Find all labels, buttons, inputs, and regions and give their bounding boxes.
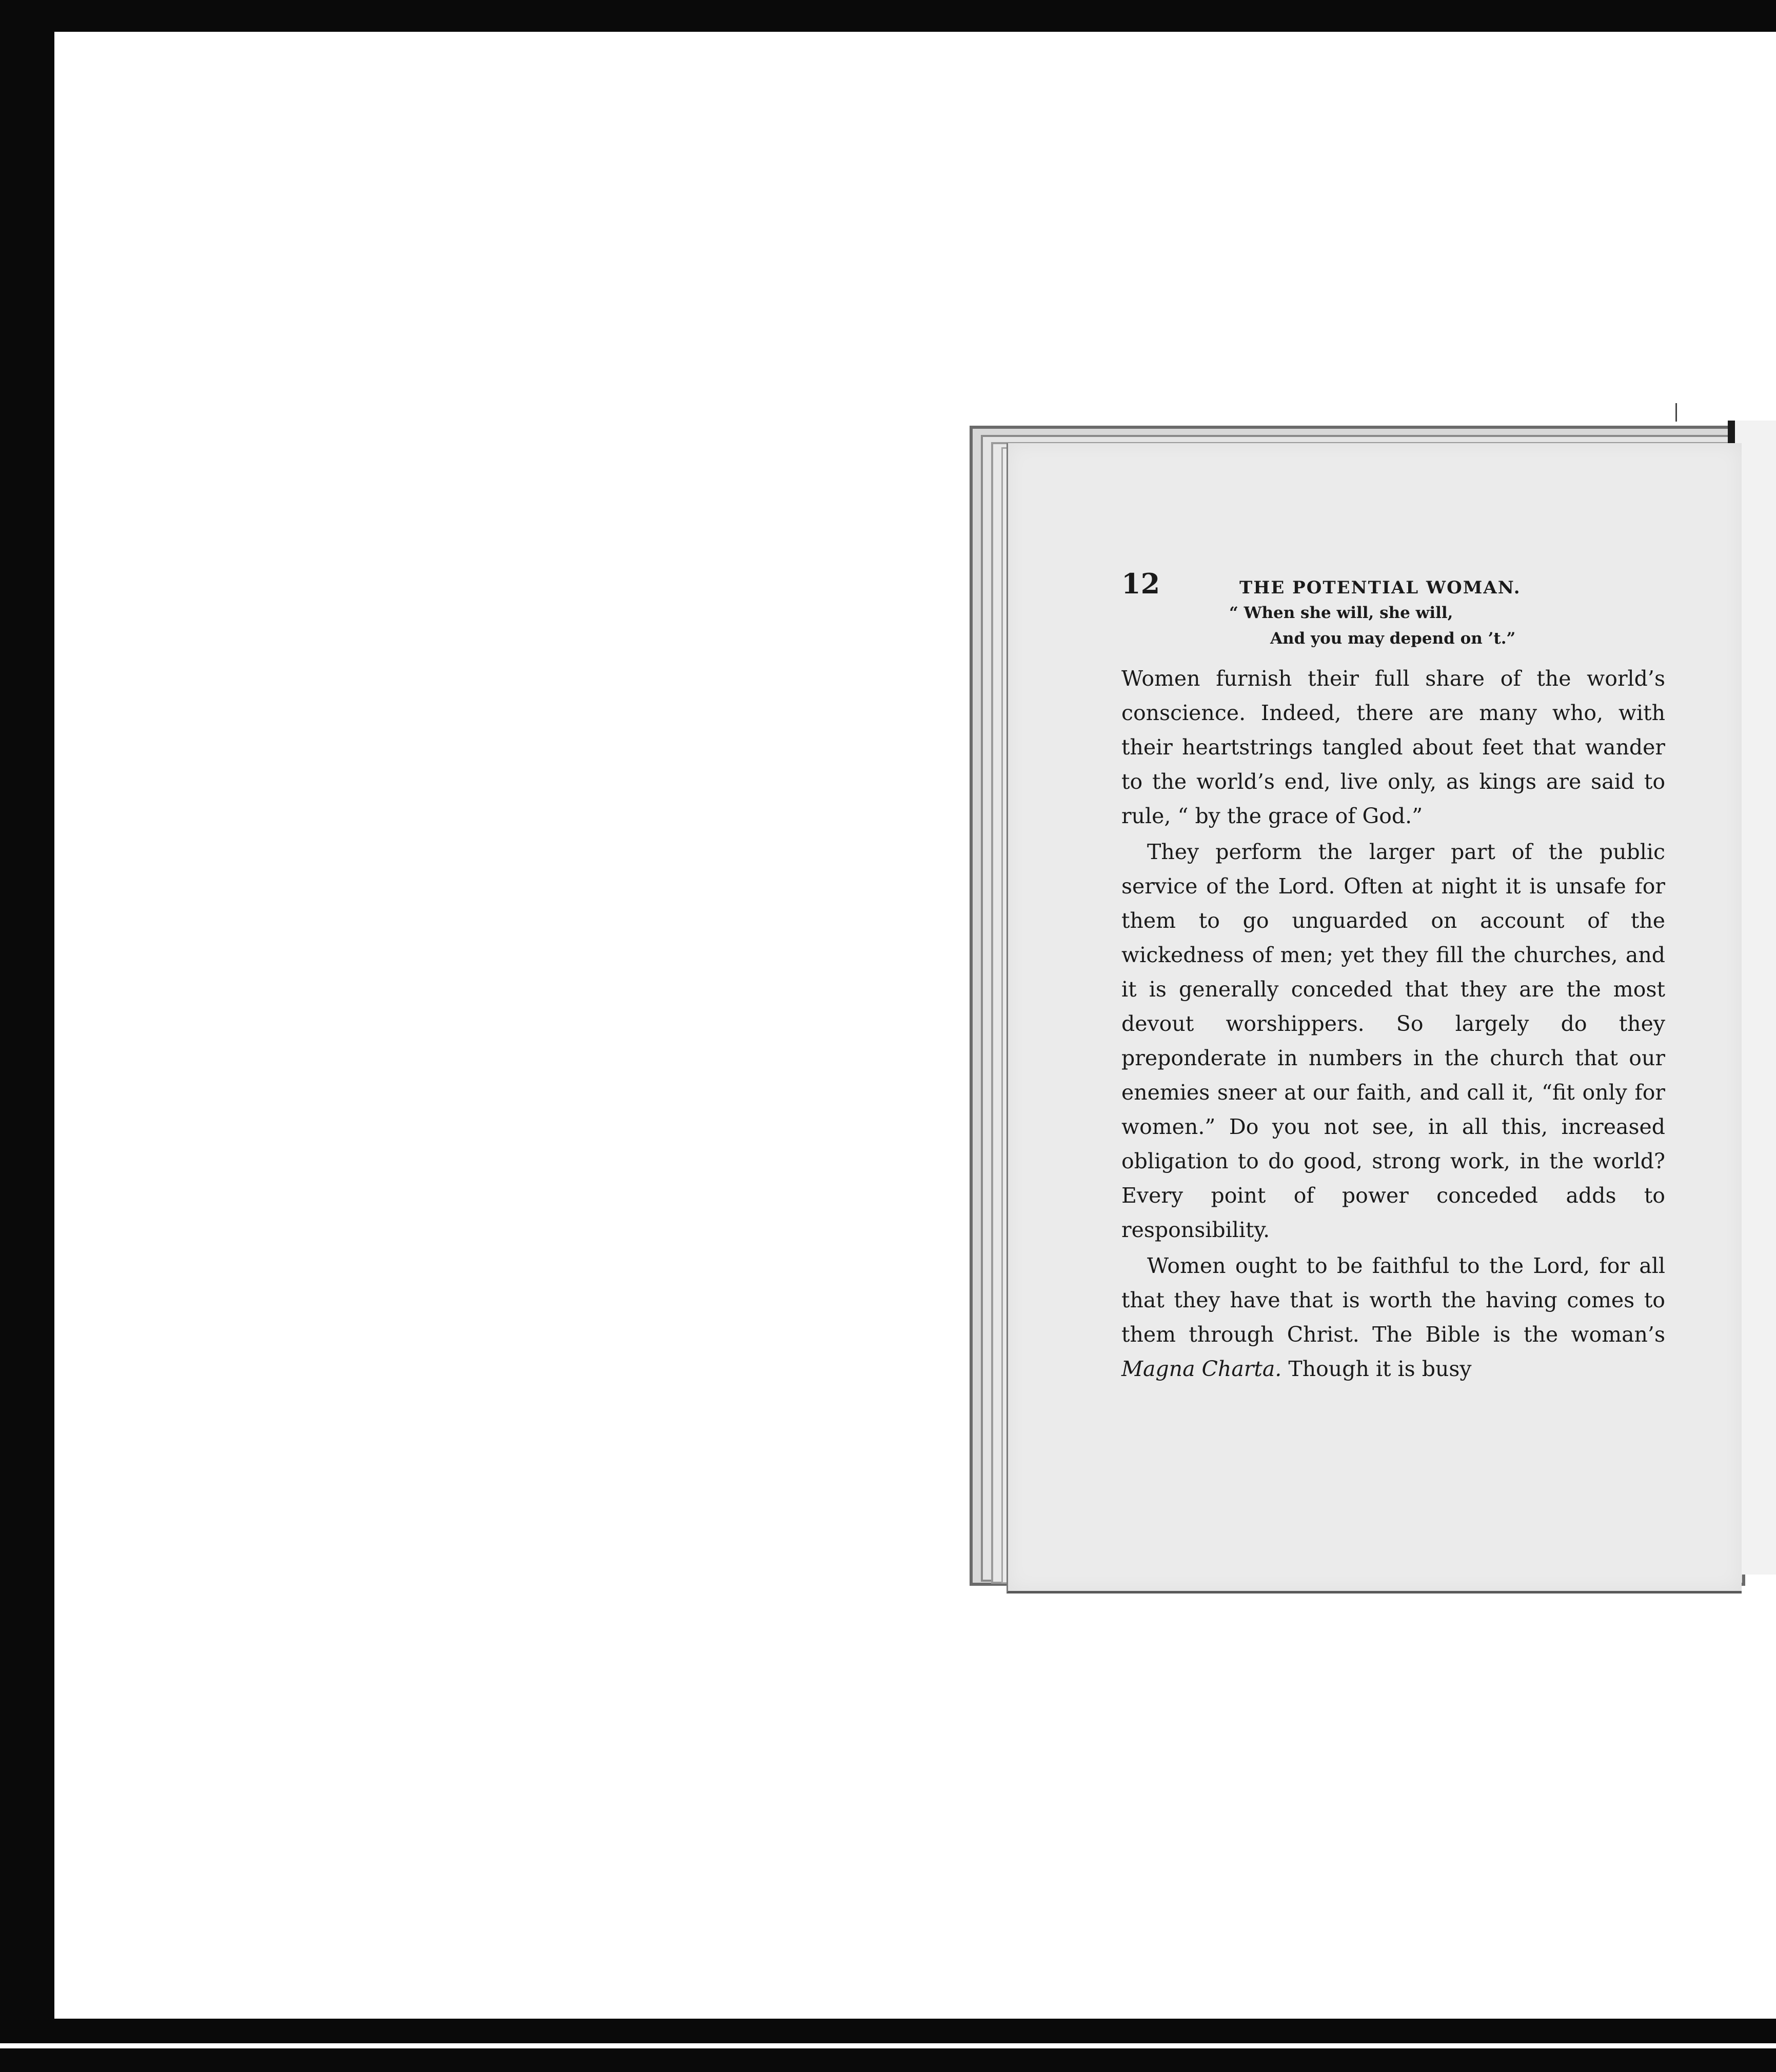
paragraph-text: Though it is busy — [1281, 1357, 1472, 1381]
epigraph-line: “ When she will, she will, — [1229, 604, 1453, 622]
epigraph-line: And you may depend on ’t.” — [1270, 629, 1516, 648]
italic-title: Magna Charta. — [1121, 1357, 1282, 1381]
paragraph-text: Women ought to be faithful to the Lord, for all that they have that is worth the having comes to them through Christ. The Bible is the woman’s — [1121, 1253, 1665, 1347]
running-title: THE POTENTIAL WOMAN. — [1239, 577, 1521, 598]
paragraph: Women furnish their full share of the world’s conscience. Indeed, there are many who, with their heartstrings tangled about feet that wander to the world’s end, live only, as kings are said to rule, “ by the grace of God.” — [1121, 666, 1665, 828]
body-text — [1121, 662, 1665, 1386]
scan-border-divider — [0, 2043, 1776, 2048]
page-text-block — [1121, 567, 1665, 1386]
paragraph — [1121, 1249, 1665, 1386]
gutter-mark — [1675, 403, 1677, 422]
scan-border-left — [0, 0, 54, 2072]
page-header — [1121, 567, 1665, 598]
paragraph: They perform the larger part of the public service of the Lord. Often at night it is unsafe for them to go unguarded on account of the wickedness of men; yet they fill the churches, and it is generally conceded that they are the most devout worshippers. So largely do they preponderate in numbers in the church that our enemies sneer at our faith, and call it, “fit only for women.” Do you not see, in all this, increased obligation to do good, strong work, in the world? Every point of power conceded adds to responsibility. — [1121, 840, 1665, 1242]
page-number: 12 — [1121, 567, 1160, 600]
scan-border-top — [0, 0, 1776, 32]
epigraph — [1121, 600, 1665, 651]
